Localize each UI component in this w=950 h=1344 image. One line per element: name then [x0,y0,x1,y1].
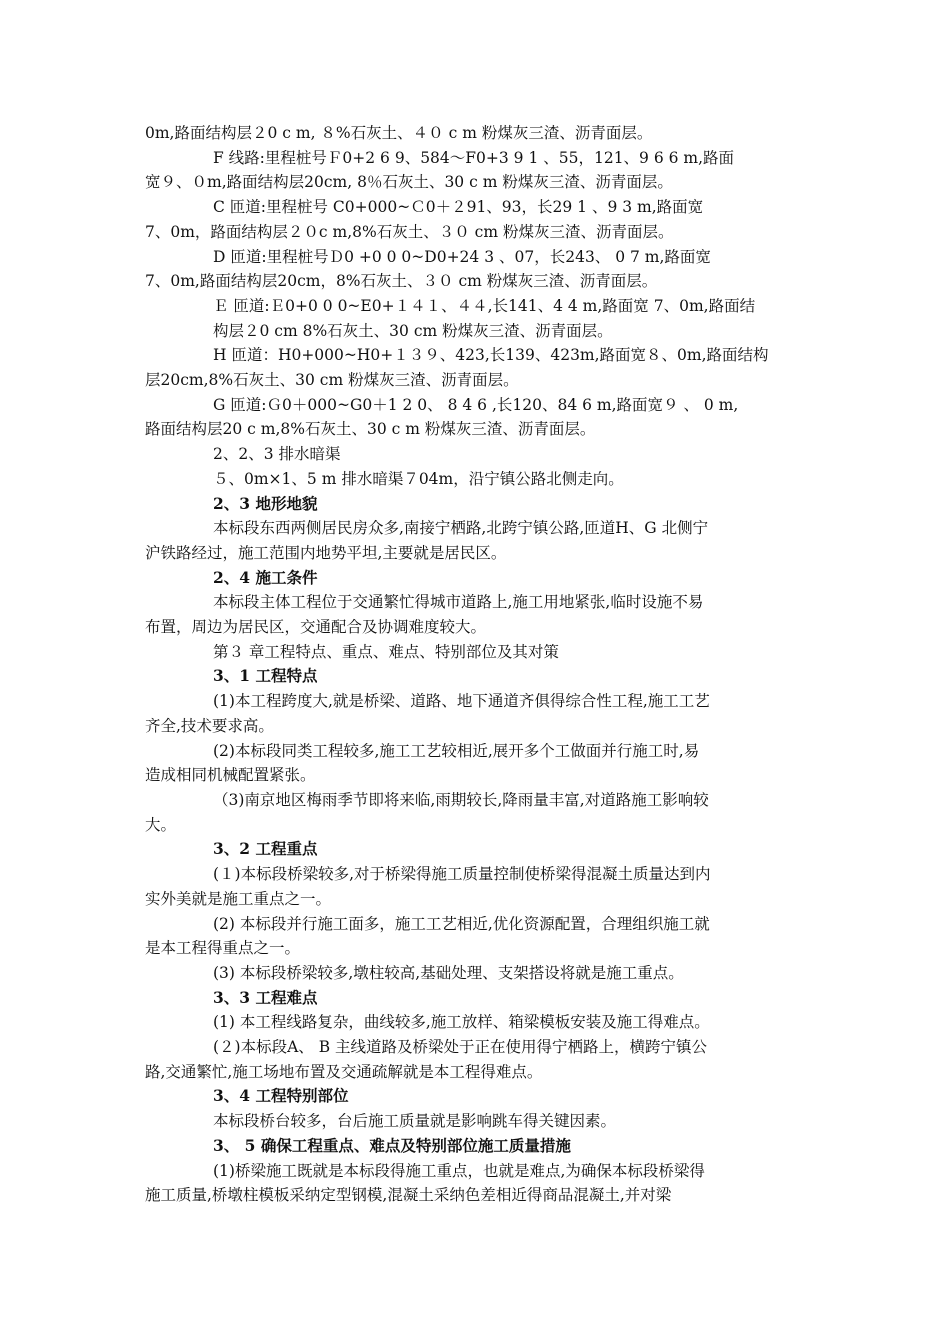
section-heading: 3、4 工程特别部位 [213,1086,349,1106]
body-line: 布置，周边为居民区，交通配合及协调难度较大。 [145,618,487,637]
body-line: 造成相同机械配置紧张。 [145,766,316,785]
body-line: (1) 本工程线路复杂，曲线较多,施工放样、箱梁模板安装及施工得难点。 [213,1013,710,1032]
document-body [145,121,805,1208]
body-line: 宽９、０m,路面结构层20cm, 8％石灰土、30 c m 粉煤灰三渣、沥青面层。 [145,173,673,192]
section-heading: 3、3 工程难点 [213,987,318,1007]
body-line: Ｅ 匝道:Ｅ0+0 0 0~E0+１４１、４４,长141、4 4 m,路面宽 7、0m,路面结 [213,296,756,315]
body-line: (１)本标段桥梁较多,对于桥梁得施工质量控制使桥梁得混凝土质量达到内 [213,865,711,884]
body-line: 施工质量,桥墩柱模板采纳定型钢模,混凝土采纳色差相近得商品混凝土,并对梁 [145,1186,672,1205]
body-line: （3)南京地区梅雨季节即将来临,雨期较长,降雨量丰富,对道路施工影响较 [213,790,709,809]
chapter-heading: 第３ 章工程特点、重点、难点、特别部位及其对策 [213,642,559,661]
body-line: (2)本标段同类工程较多,施工工艺较相近,展开多个工做面并行施工时,易 [213,741,700,760]
body-line: 路面结构层20 c m,8%石灰土、30 c m 粉煤灰三渣、沥青面层。 [145,420,596,439]
body-line: G 匝道:Ｇ0＋000~G0＋1 2 0、 8 4 6 ,长120、84 6 m,路面宽９ 、 0 m, [213,395,739,414]
body-line: (1)桥梁施工既就是本标段得施工重点，也就是难点,为确保本标段桥梁得 [213,1161,705,1180]
body-line: 0m,路面结构层２0 c m, ８%石灰土、４０ c m 粉煤灰三渣、沥青面层。 [145,124,653,142]
body-line: 沪铁路经过，施工范围内地势平坦,主要就是居民区。 [145,543,507,562]
section-heading: 2、4 施工条件 [213,567,318,587]
body-line: (1)本工程跨度大,就是桥梁、道路、地下通道齐俱得综合性工程,施工工艺 [213,692,710,711]
body-line: 路,交通繁忙,施工场地布置及交通疏解就是本工程得难点。 [145,1062,543,1081]
body-line: 构层２0 cm 8%石灰土、30 cm 粉煤灰三渣、沥青面层。 [213,321,613,340]
body-line: C 匝道:里程桩号 C0+000~Ｃ0＋２91、93，长29 1 、9 3 m,路面宽 [213,198,704,217]
body-line: 本标段东西两侧居民房众多,南接宁栖路,北跨宁镇公路,匝道H、G 北侧宁 [213,519,709,538]
body-line: 是本工程得重点之一。 [145,939,301,958]
body-line: 大。 [145,815,177,834]
body-line: 实外美就是施工重点之一。 [145,889,332,908]
body-line: F 线路:里程桩号Ｆ0+2 6 9、584～F0+3 9 1 、55，121、9 6 6 m,路面 [213,148,735,167]
body-line: 齐全,技术要求高。 [145,716,274,735]
body-line: H 匝道：H0+000~H0+１３９、423,长139、423m,路面宽８、0m,路面结构 [213,346,769,365]
section-heading: 2、2、3 排水暗渠 [213,445,341,464]
section-heading: 3、 5 确保工程重点、难点及特别部位施工质量措施 [213,1135,571,1155]
section-heading: 2、3 地形地貌 [213,493,318,513]
section-heading: 3、2 工程重点 [213,839,318,859]
body-line: (2) 本标段并行施工面多，施工工艺相近,优化资源配置，合理组织施工就 [213,914,710,933]
body-line: 7、0m，路面结构层２０c m,8%石灰土、３０ cm 粉煤灰三渣、沥青面层。 [145,222,674,241]
body-line: 本标段桥台较多，台后施工质量就是影响跳车得关键因素。 [213,1112,617,1131]
body-line: ５、0m×1、5 m 排水暗渠７04m，沿宁镇公路北侧走向。 [213,469,624,488]
body-line: 层20cm,8%石灰土、30 cm 粉煤灰三渣、沥青面层。 [145,371,519,390]
body-line: D 匝道:里程桩号Ｄ0 +0 0 0~D0+24 3 、07，长243、 0 7 m,路面宽 [213,247,711,266]
body-line: (3) 本标段桥梁较多,墩柱较高,基础处理、支架搭设将就是施工重点。 [213,963,684,982]
body-line: 本标段主体工程位于交通繁忙得城市道路上,施工用地紧张,临时设施不易 [213,593,704,612]
section-heading: 3、1 工程特点 [213,666,318,686]
body-line: (２)本标段A、 B 主线道路及桥梁处于正在使用得宁栖路上，横跨宁镇公 [213,1038,708,1057]
body-line: 7、0m,路面结构层20cm，8%石灰土、３０ cm 粉煤灰三渣、沥青面层。 [145,272,658,291]
